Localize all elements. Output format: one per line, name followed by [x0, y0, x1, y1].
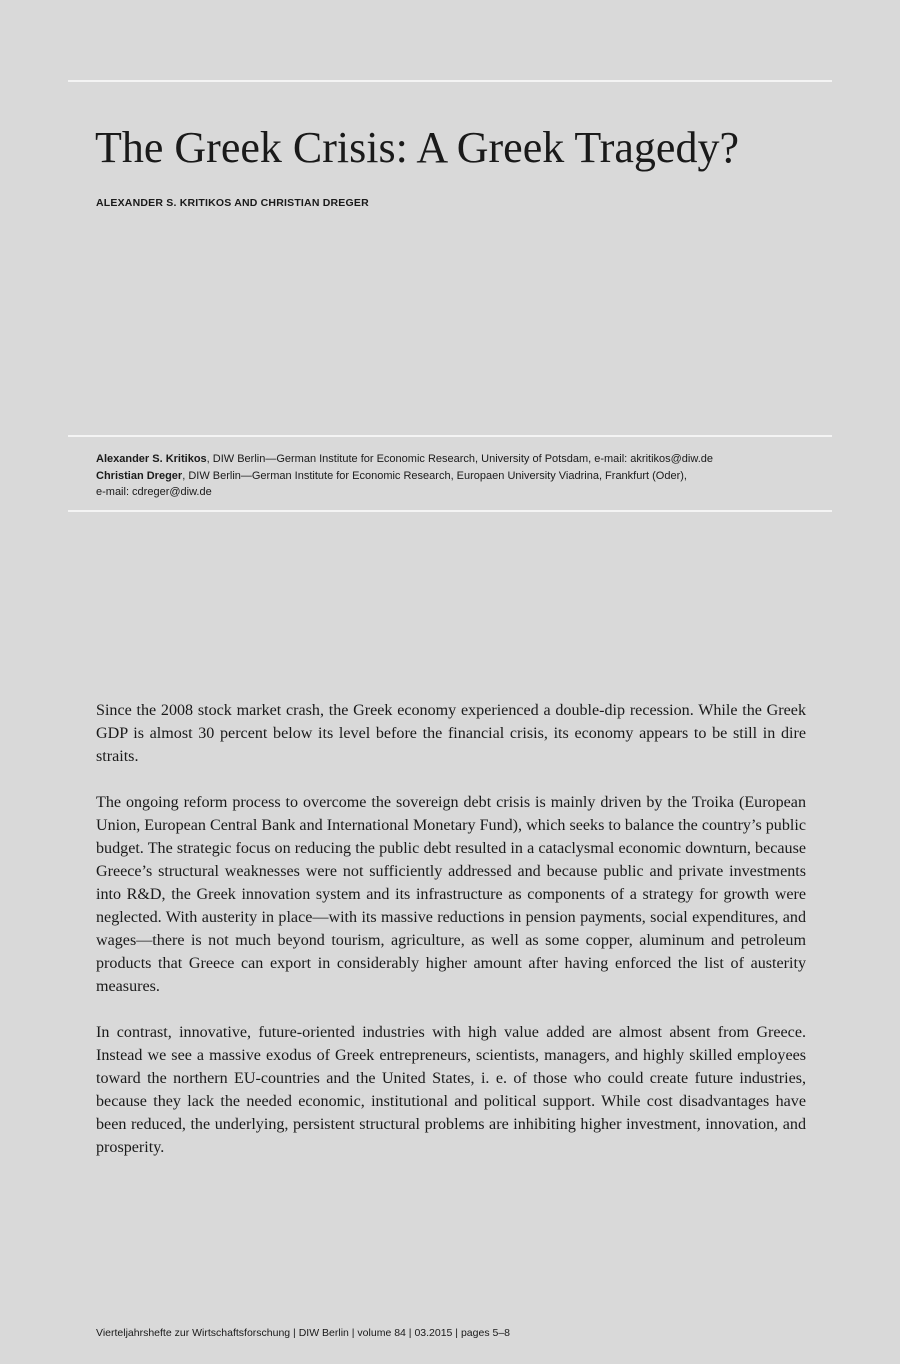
affiliation-name: Christian Dreger — [96, 469, 183, 482]
author-affiliations — [96, 451, 826, 501]
affiliation-kritikos — [96, 451, 826, 468]
affiliation-top-divider — [68, 435, 832, 437]
affiliation-dreger-email: e-mail: cdreger@diw.de — [96, 486, 212, 498]
abstract-paragraph: In contrast, innovative, future-oriented industries with high value added are almost absent from Greece. Instead we see a massive exodus of Greek entrepreneurs, scientists, managers, and highly skilled employees toward the northern EU-countries and the United States, i. e. of those who could create future industries, because they lack the needed economic, institutional and political support. While cost disadvantages have been reduced, the underlying, persistent structural problems are inhibiting higher investment, innovation, and prosperity. — [96, 1024, 806, 1156]
top-divider — [68, 80, 832, 82]
affiliation-name: Alexander S. Kritikos — [96, 453, 207, 465]
affiliation-bottom-divider — [68, 510, 832, 512]
abstract-paragraph: Since the 2008 stock market crash, the Greek economy experienced a double-dip recession. While the Greek GDP is almost 30 percent below its level before the financial crisis, its economy appears to be still in dire straits. — [96, 702, 806, 765]
abstract-paragraph: The ongoing reform process to overcome the sovereign debt crisis is mainly driven by the Troika (European Union, European Central Bank and International Monetary Fund), which seeks to balance the country’s public budget. The strategic focus on reducing the public debt resulted in a cataclysmal economic downturn, because Greece’s structural weaknesses were not sufficiently addressed and because public and private investments into R&D, the Greek innovation system and its infrastructure as components of a strategy for growth were neglected. With austerity in place—with its massive reductions in pension payments, social expenditures, and wages—there is not much beyond tourism, agriculture, as well as some copper, aluminum and petroleum products that Greece can export in considerably higher amount after having enforced the list of austerity measures. — [96, 794, 806, 995]
affiliation-detail: , DIW Berlin—German Institute for Economic Research, Europaen University Viadrina, Frankfurt (Oder), — [182, 469, 687, 482]
affiliation-detail: , DIW Berlin—German Institute for Economic Research, University of Potsdam, e-mail: akritikos@diw.de — [206, 453, 713, 465]
affiliation-dreger — [96, 468, 826, 485]
author-byline: ALEXANDER S. KRITIKOS AND CHRISTIAN DREGER — [96, 197, 369, 209]
journal-citation-footer: Vierteljahrshefte zur Wirtschaftsforschung | DIW Berlin | volume 84 | 03.2015 | pages 5–8 — [96, 1327, 511, 1339]
article-title: The Greek Crisis: A Greek Tragedy? — [95, 123, 739, 172]
abstract — [96, 699, 806, 1182]
